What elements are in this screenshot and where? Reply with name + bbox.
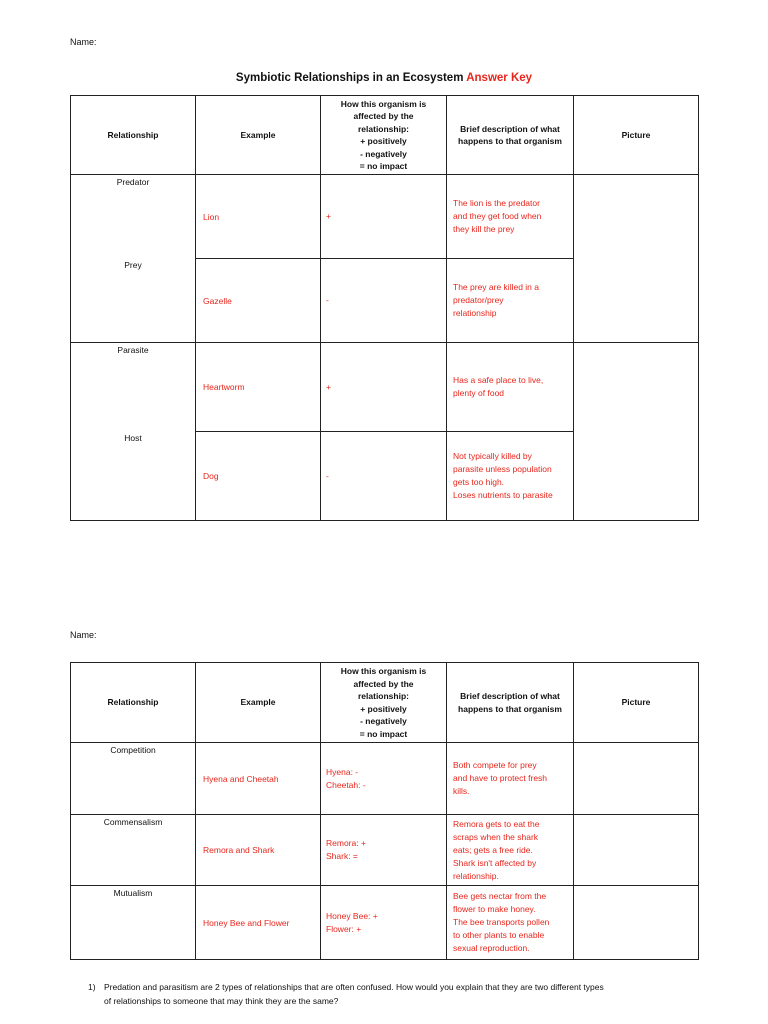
description-line: sexual reproduction.	[453, 943, 530, 953]
example-cell: Hyena and Cheetah	[196, 743, 321, 815]
effect-cell	[321, 886, 447, 960]
picture-cell[interactable]	[574, 815, 699, 886]
effect-line: Cheetah: -	[326, 779, 366, 790]
description-line: Has a safe place to live,	[453, 375, 544, 385]
description-line: Remora gets to eat the	[453, 818, 540, 829]
description-line: The lion is the predator	[453, 198, 540, 208]
question-line: of relationships to someone that may think they are the same?	[104, 996, 339, 1006]
description-line: kills.	[453, 786, 470, 796]
relationship-cell: Competition	[71, 743, 196, 815]
picture-cell[interactable]	[574, 175, 699, 343]
description-cell	[447, 432, 574, 521]
description-line: eats; gets a free ride.	[453, 844, 533, 855]
header-effect	[321, 96, 447, 175]
header-effect-line: How this organism is	[340, 666, 427, 676]
table-row	[71, 743, 699, 815]
effect-cell: +	[321, 175, 447, 259]
header-effect-line: = no impact	[359, 161, 408, 171]
header-effect-line: How this organism is	[340, 98, 427, 109]
description-line: gets too high.	[453, 477, 505, 487]
header-effect-line: - negatively	[360, 716, 407, 726]
example-cell: Gazelle	[196, 259, 321, 343]
relationship-cell	[71, 343, 196, 521]
question-number: 1)	[88, 982, 96, 992]
description-line: scraps when the shark	[453, 831, 539, 842]
description-line: The bee transports pollen	[453, 917, 550, 927]
table-row	[71, 815, 699, 886]
header-description	[447, 663, 574, 743]
relationship-label: Predator	[116, 177, 150, 187]
description-line: to other plants to enable	[453, 930, 545, 940]
effect-line: Shark: =	[326, 851, 358, 861]
header-effect-line: affected by the	[353, 111, 414, 121]
example-cell: Heartworm	[196, 343, 321, 432]
worksheet-table-2	[70, 662, 699, 960]
description-line: flower to make honey.	[453, 904, 536, 914]
relationship-cell: Commensalism	[71, 815, 196, 886]
header-effect-line: = no impact	[359, 728, 408, 739]
description-line: plenty of food	[453, 388, 505, 398]
description-line: Bee gets nectar from the	[453, 891, 547, 901]
header-effect-line: affected by the	[353, 678, 414, 689]
example-cell: Remora and Shark	[196, 815, 321, 886]
header-effect	[321, 663, 447, 743]
header-description-line: Brief description of what	[460, 691, 560, 701]
name-label: Name:	[70, 37, 97, 47]
page-title	[0, 72, 768, 84]
description-cell	[447, 259, 574, 343]
answer-key-label: Answer Key	[466, 72, 533, 84]
effect-line: Remora: +	[326, 838, 366, 848]
header-picture: Picture	[574, 96, 699, 175]
header-example: Example	[196, 96, 321, 175]
question-text	[104, 980, 708, 1008]
picture-cell[interactable]	[574, 886, 699, 960]
relationship-cell	[71, 175, 196, 343]
description-cell	[447, 815, 574, 886]
header-description-line: happens to that organism	[458, 136, 562, 146]
effect-line: Flower: +	[326, 923, 362, 934]
header-example: Example	[196, 663, 321, 743]
description-cell	[447, 343, 574, 432]
relationship-cell: Mutualism	[71, 886, 196, 960]
header-relationship: Relationship	[71, 663, 196, 743]
description-line: Both compete for prey	[453, 760, 537, 770]
relationship-label: Host	[124, 433, 142, 443]
description-line: parasite unless population	[453, 464, 552, 474]
description-line: relationship.	[453, 870, 499, 881]
example-cell: Honey Bee and Flower	[196, 886, 321, 960]
table-row	[71, 343, 699, 432]
worksheet-table-1	[70, 95, 699, 521]
effect-cell: -	[321, 259, 447, 343]
header-description-line: Brief description of what	[460, 123, 560, 134]
description-line: they kill the prey	[453, 224, 515, 234]
header-description-line: happens to that organism	[458, 703, 562, 714]
example-cell: Dog	[196, 432, 321, 521]
header-picture: Picture	[574, 663, 699, 743]
description-line: Loses nutrients to parasite	[453, 490, 553, 500]
description-line: Not typically killed by	[453, 451, 532, 461]
description-cell	[447, 743, 574, 815]
effect-cell	[321, 815, 447, 886]
description-line: The prey are killed in a	[453, 282, 539, 292]
title-main: Symbiotic Relationships in an Ecosystem	[235, 72, 464, 84]
effect-line: Hyena: -	[326, 766, 359, 777]
description-line: Shark isn't affected by	[453, 857, 537, 868]
relationship-label: Parasite	[117, 345, 149, 355]
table-row	[71, 886, 699, 960]
header-effect-line: relationship:	[357, 691, 409, 701]
table-header-row	[71, 663, 699, 743]
description-cell	[447, 175, 574, 259]
question-1	[88, 980, 708, 1008]
example-cell: Lion	[196, 175, 321, 259]
name-label: Name:	[70, 630, 97, 640]
description-line: relationship	[453, 308, 497, 318]
header-effect-line: + positively	[360, 703, 407, 714]
picture-cell[interactable]	[574, 743, 699, 815]
description-line: predator/prey	[453, 295, 504, 305]
header-relationship: Relationship	[71, 96, 196, 175]
description-line: and have to protect fresh	[453, 773, 548, 783]
picture-cell[interactable]	[574, 343, 699, 521]
header-effect-line: - negatively	[360, 148, 407, 159]
effect-cell	[321, 743, 447, 815]
description-line: and they get food when	[453, 211, 542, 221]
header-effect-line: relationship:	[357, 123, 409, 134]
effect-cell: -	[321, 432, 447, 521]
table-row	[71, 175, 699, 259]
relationship-label: Prey	[124, 260, 142, 270]
header-effect-line: + positively	[360, 136, 407, 146]
description-cell	[447, 886, 574, 960]
effect-cell: +	[321, 343, 447, 432]
table-header-row	[71, 96, 699, 175]
question-line: Predation and parasitism are 2 types of relationships that are often confused. How would you explain that they are two different types	[104, 982, 604, 992]
effect-line: Honey Bee: +	[326, 910, 378, 921]
header-description	[447, 96, 574, 175]
